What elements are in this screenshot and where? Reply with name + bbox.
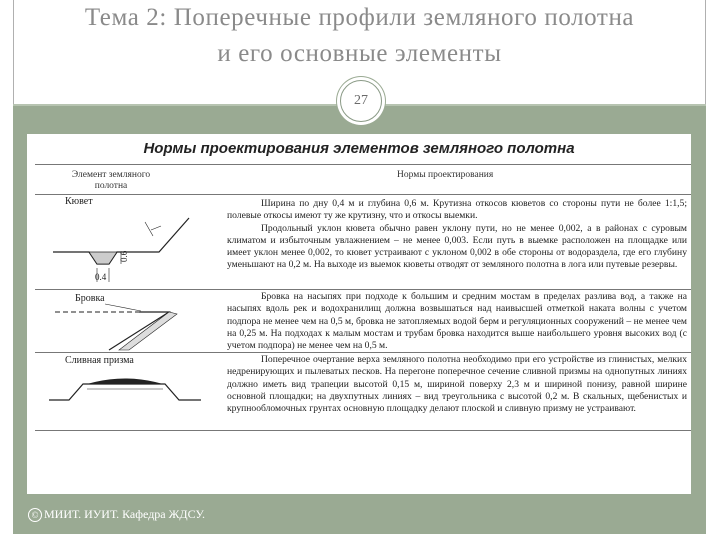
page-number-badge — [340, 80, 382, 122]
row-text-edge — [227, 291, 687, 352]
row-label-edge: Бровка — [75, 293, 105, 304]
header-norms: Нормы проектирования — [397, 170, 494, 180]
row-label-drain-prism: Сливная призма — [65, 355, 134, 366]
row-rule-1 — [35, 289, 691, 290]
page-number: 27 — [354, 93, 368, 108]
edge-drawing — [49, 302, 209, 352]
document-title: Нормы проектирования элементов земляного полотна — [143, 140, 575, 157]
row-text-ditch — [227, 198, 687, 272]
ditch-paragraph-2: Продольный уклон кювета обычно равен уклону пути, но не менее 0,002, а в районах с суровым климатом и избыточным увлажнением – не менее 0,003. Если путь в выемке расположен на площадке или имеет уклон менее 0,002, то кювет устраивают с уклоном 0,002 в обе стороны от водораздела, где его глубину уменьшают на 0,2 м. На выходе из выемок кюветы отводят от земляного полотна в лога или путевые резервы. — [227, 222, 687, 271]
document-panel — [27, 134, 691, 494]
ditch-dim-depth: 0.6 — [119, 250, 129, 262]
row-rule-2 — [35, 352, 691, 353]
drain-prism-paragraph-1: Поперечное очертание верха земляного полотна необходимо при его устройстве из глинистых, мелких недренирующих и пылеватых песков. На перегоне поперечное сечение сливной призмы на однопутных линиях должно иметь вид трапеции высотой 0,15 м, шириной поверху 2,3 м и шириной понизу, равной ширине основной площадки; на двухпутных линиях – вид треугольника с высотой 0,2 м. В скальных, щебенистых и крупнообломочных грунтах основную площадку делают плоской и сливную призму не устраивают. — [227, 354, 687, 415]
header-border-right — [705, 0, 706, 104]
edge-paragraph-1: Бровка на насыпях при подходе к большим и средним мостам в пределах разлива вод, а также на насыпях вдоль рек и водохранилищ должна возвышаться над наивысшей отметкой наката волны с учетом подпора не менее чем на 0,5 м, бровка не затопляемых водой берм и регуляционных сооружений – не менее чем на 0,25 м. На подходах к малым мостам и трубам бровка находится выше наибольшего уровня высоких вод (с учетом подпора) не менее чем на 0,5 м. — [227, 291, 687, 352]
copyright-icon: © — [28, 508, 42, 522]
row-label-ditch: Кювет — [65, 196, 93, 207]
ditch-dim-width: 0.4 — [95, 272, 107, 282]
header-rule — [35, 194, 691, 195]
footer-credit — [28, 507, 205, 522]
header-element: Элемент земляного полотна — [71, 170, 151, 191]
ditch-drawing — [49, 212, 209, 292]
table-top-rule — [35, 164, 691, 165]
drain-prism-drawing — [45, 370, 205, 410]
footer-text: МИИТ. ИУИТ. Кафедра ЖДСУ. — [44, 507, 205, 521]
ditch-paragraph-1: Ширина по дну 0,4 м и глубина 0,6 м. Крутизна откосов кюветов со стороны пути не более 1:1,5; полевые откосы имеют ту же крутизну, что и откосы выемки. — [227, 198, 687, 222]
table-bottom-rule — [35, 430, 691, 431]
slide-title-line-1: Тема 2: Поперечные профили земляного полотна — [84, 4, 635, 31]
slide-title-line-2: и его основные элементы — [217, 40, 502, 67]
row-text-drain-prism — [227, 354, 687, 415]
